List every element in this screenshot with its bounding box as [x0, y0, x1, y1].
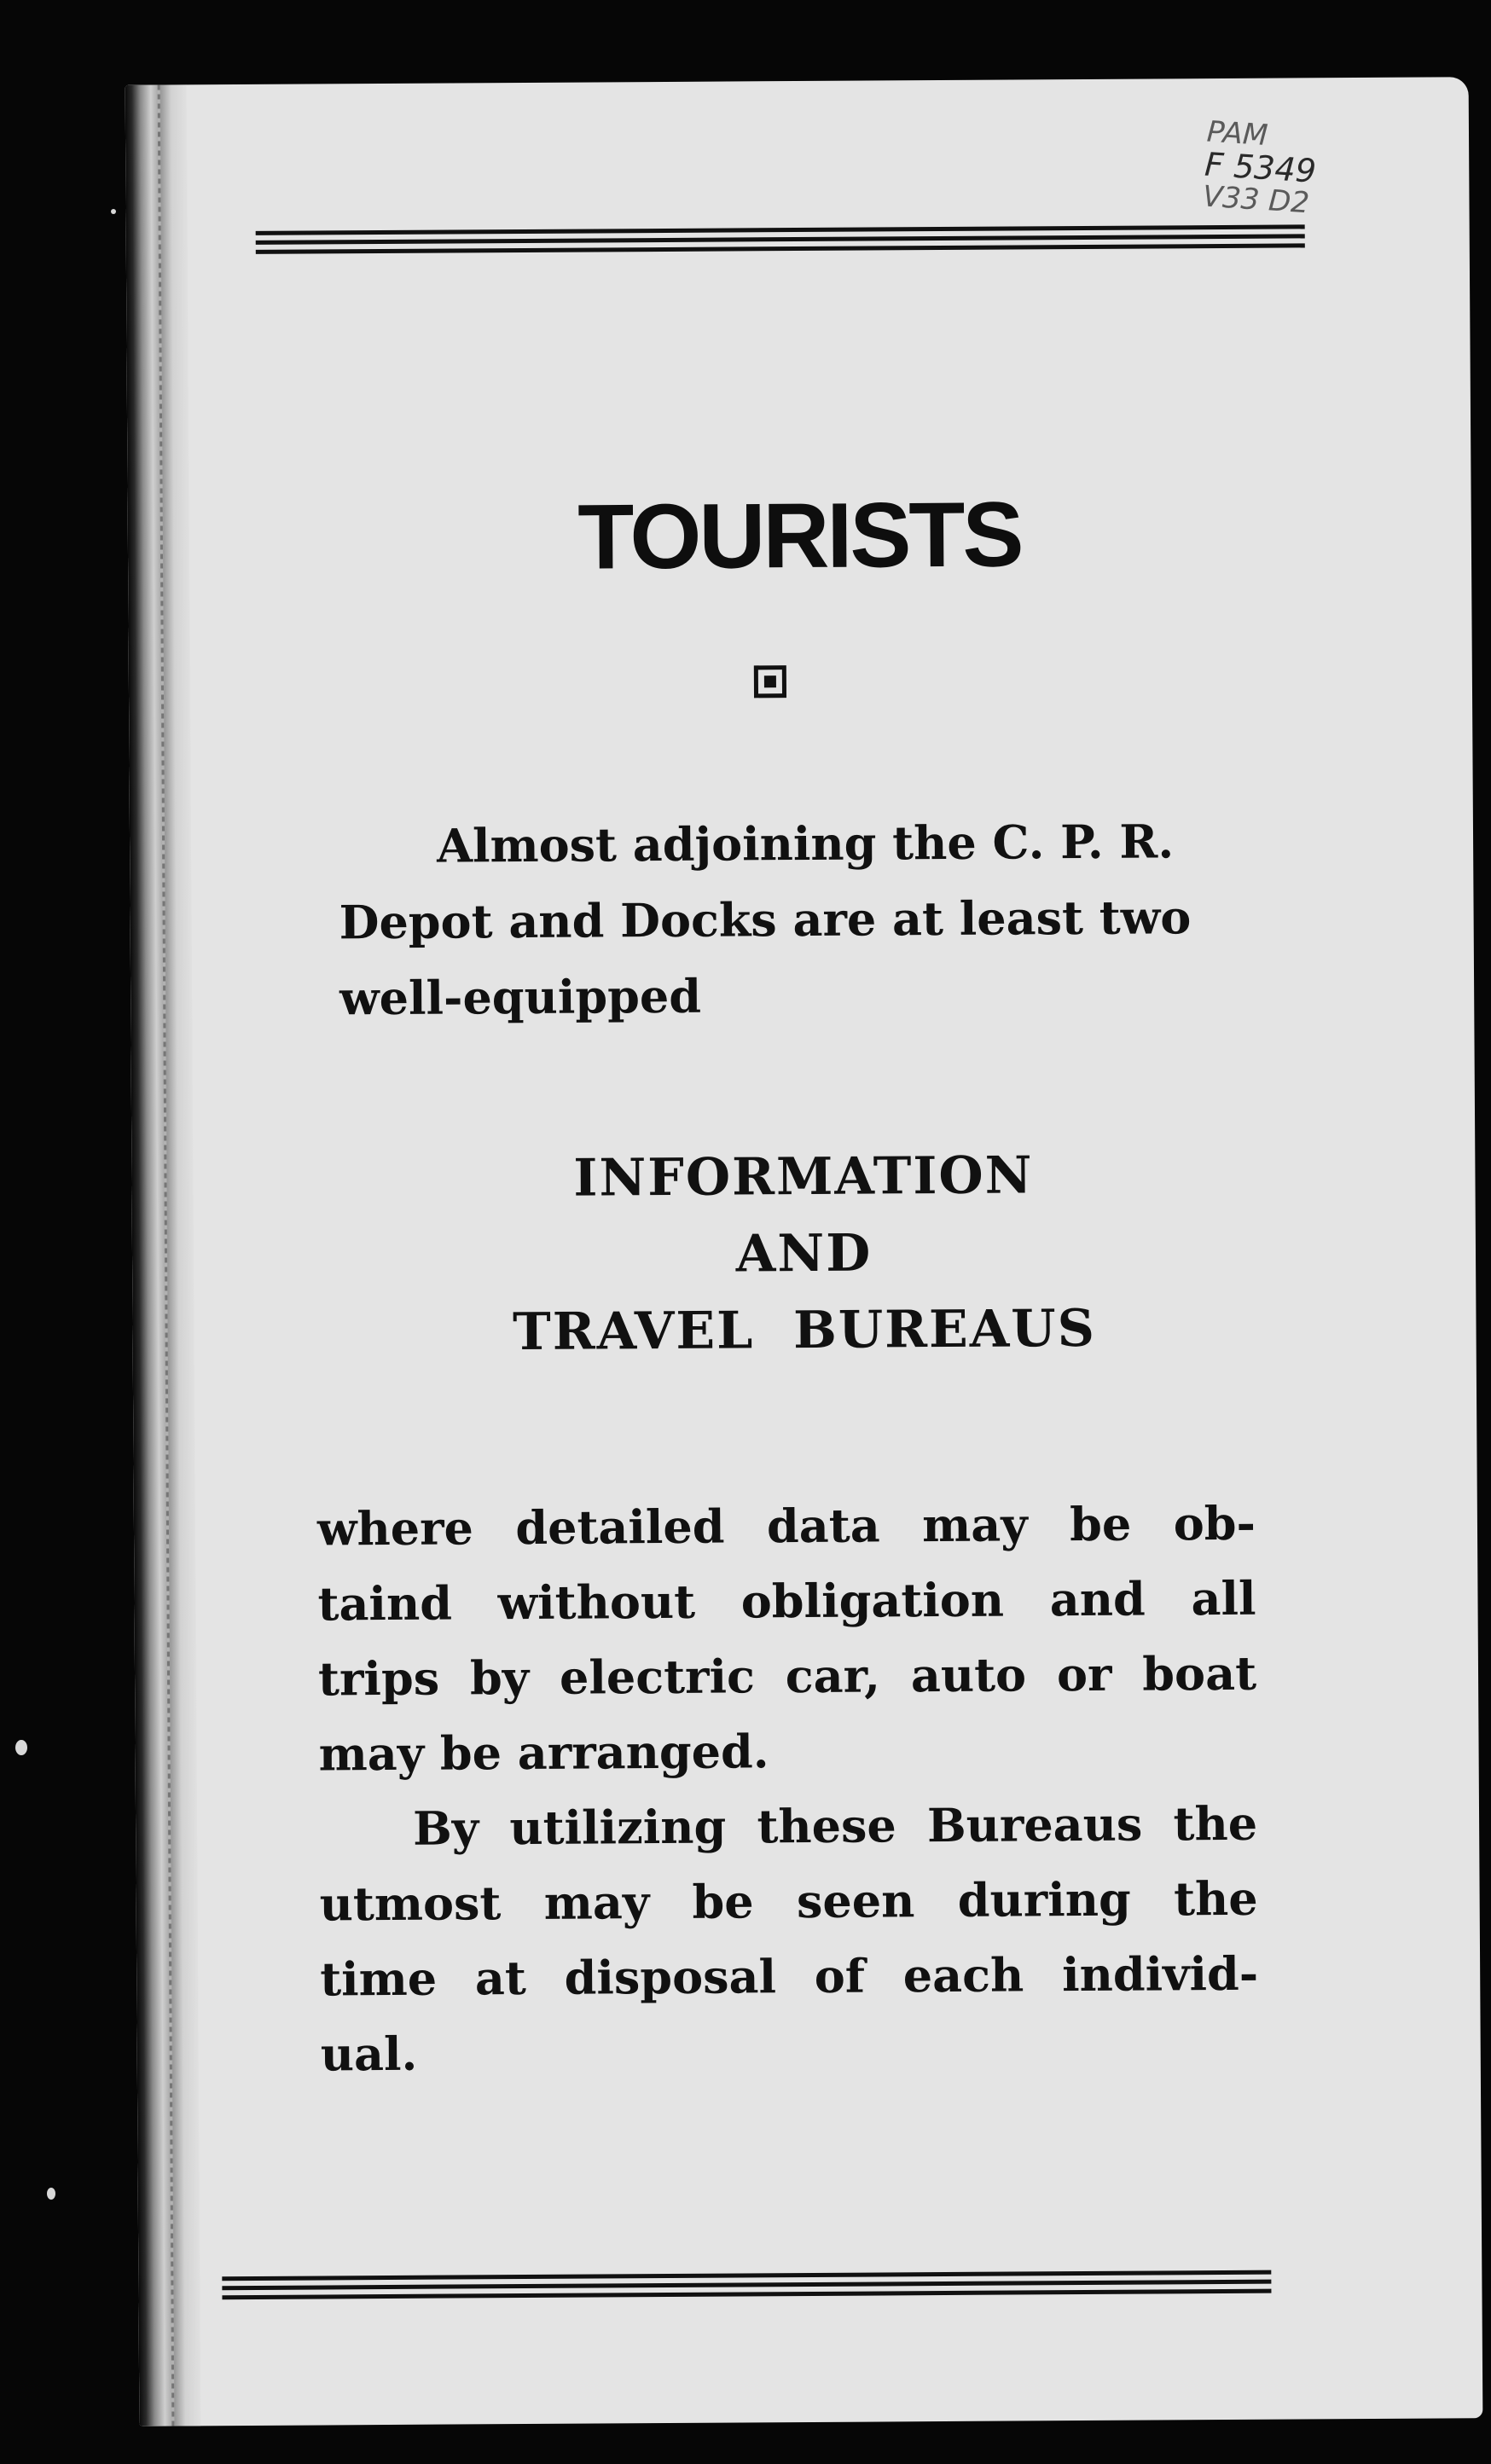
- heading-line-3: TRAVEL BUREAUS: [512, 1298, 1097, 1363]
- intro-paragraph: [339, 803, 1398, 1037]
- heading-line-1: INFORMATION: [573, 1145, 1034, 1209]
- square-ornament-icon: [754, 665, 786, 698]
- film-speck: [47, 2188, 55, 2200]
- catalog-mark-line-3: V33 D2: [1201, 179, 1311, 220]
- heading-line-2: AND: [735, 1223, 873, 1284]
- catalog-mark: [1201, 114, 1370, 223]
- body-p1-line-1: where detailed data may be ob-: [316, 1495, 1256, 1557]
- intro-line-1: Almost adjoining the C. P. R.: [436, 814, 1175, 873]
- body-p1-line-4: may be arranged.: [318, 1724, 769, 1782]
- document-page: [125, 77, 1483, 2426]
- body-text: [317, 1486, 1259, 2092]
- film-speck: [15, 1740, 27, 1755]
- film-speck: [111, 209, 116, 214]
- body-p2-line-4: ual.: [320, 2026, 418, 2082]
- body-p1-line-2: taind without obligation and all: [317, 1570, 1256, 1632]
- body-p2-line-2: utmost may be seen during the: [319, 1870, 1258, 1932]
- body-p1-line-3: trips by electric car, auto or boat: [317, 1645, 1257, 1707]
- catalog-mark-line-2: F 5349: [1204, 145, 1318, 190]
- intro-line-2: Depot and Docks are at least two: [339, 890, 1192, 950]
- catalog-mark-line-1: PAM: [1205, 114, 1269, 154]
- intro-line-3: well-equipped: [339, 968, 702, 1026]
- body-p2-line-1: By utilizing these Bureaus the: [412, 1795, 1258, 1856]
- bottom-decorative-rule: [222, 2270, 1271, 2301]
- top-decorative-rule: [256, 224, 1305, 255]
- page-title: TOURISTS: [577, 482, 1022, 588]
- body-p2-line-3: time at disposal of each individ-: [320, 1945, 1259, 2007]
